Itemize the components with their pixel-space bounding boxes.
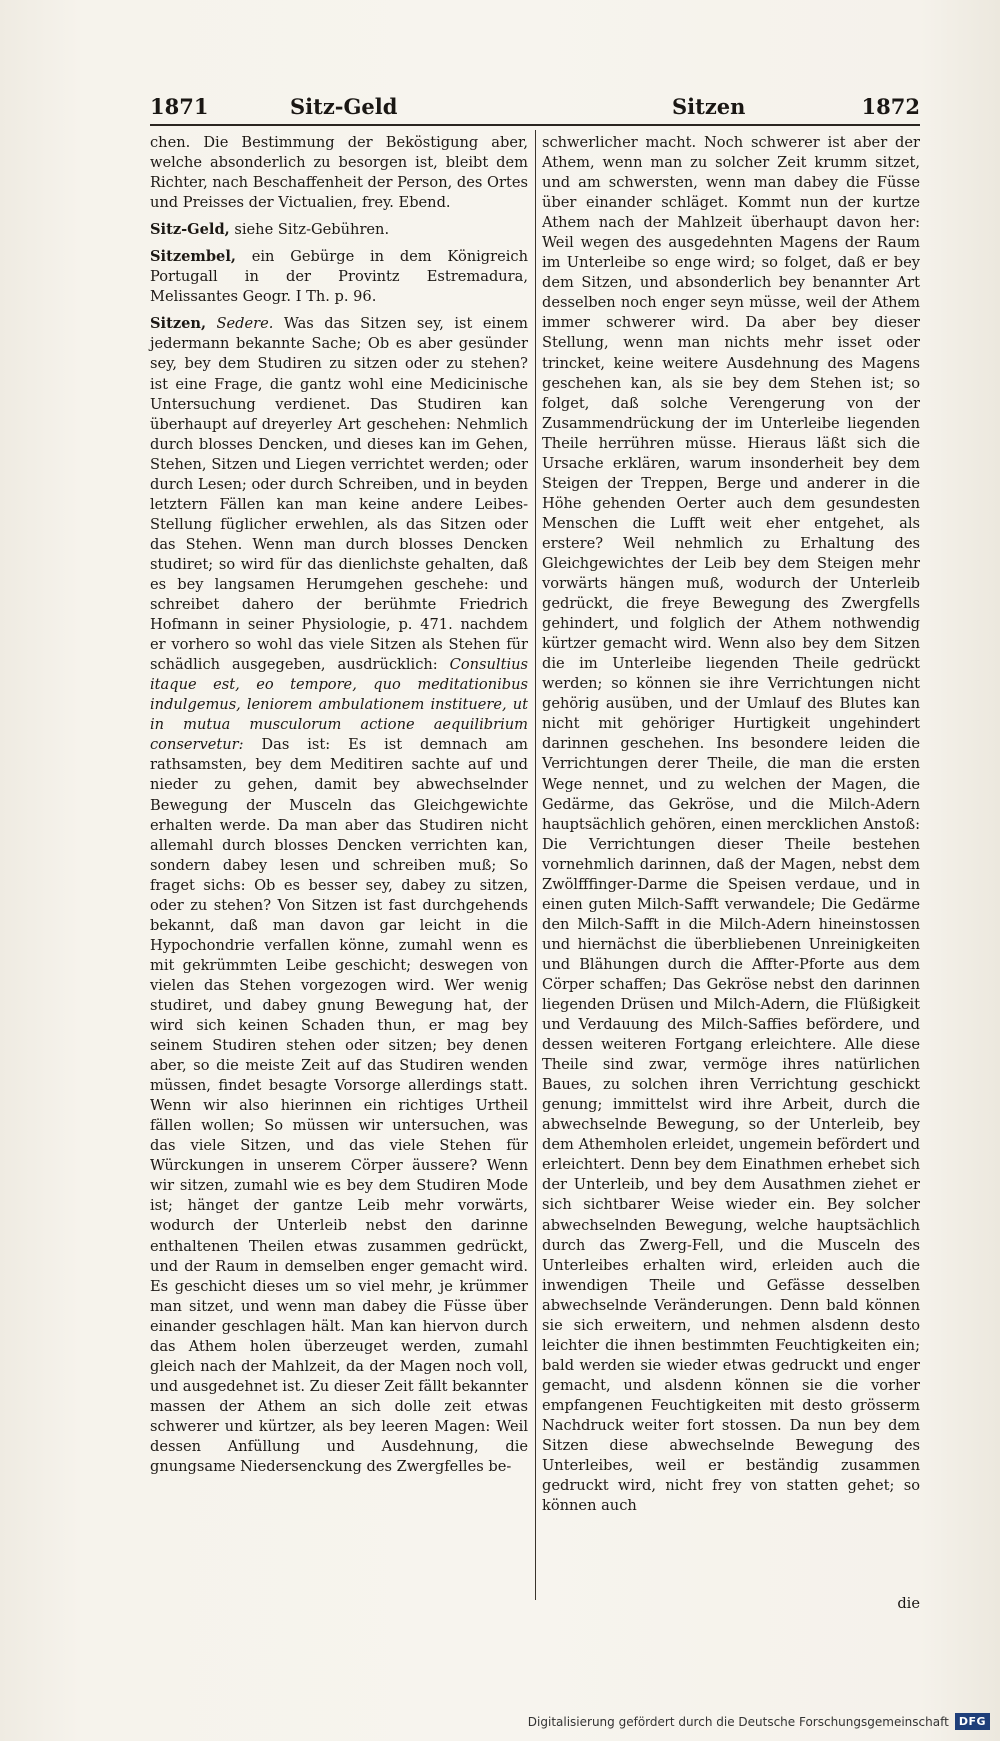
column-divider xyxy=(535,130,536,1600)
entry-text: Was das Sitzen sey, ist einem jedermann bekannte Sache; Ob es aber gesünder sey, bey dem Studiren zu sitzen oder zu stehen? ist eine Frage, die gantz wohl eine Medicinische Untersuchung verdienet. Das Studiren kan überhaupt auf dreyerley Art geschehen: Nehmlich durch blosses Dencken, und dieses kan im Gehen, Stehen, Sitzen und Liegen verrichtet werden; oder durch Lesen; oder durch Schreiben, und in beyden letztern Fällen kan man keine andere Leibes-Stellung füglicher erwehlen, als das Sitzen oder das Stehen. Wenn man durch blosses Dencken studiret; so wird für das dienlichste gehalten, daß es bey langsamen Herumgehen geschehe: und schreibet dahero der berühmte Friedrich Hofmann in seiner Physiologie, p. 471. nachdem er vorhero so wohl das viele Sitzen als Stehen für schädlich ausgegeben, ausdrücklich: xyxy=(150,315,528,674)
left-running-title: Sitz-Geld xyxy=(290,94,398,119)
entry-sitz-geld xyxy=(150,220,528,240)
catchword: die xyxy=(897,1595,920,1612)
right-column xyxy=(542,133,920,1516)
entry-sitzembel xyxy=(150,247,528,307)
latin-quotation: Consultius itaque est, eo tempore, quo meditationibus indulgemus, leniorem ambulationem instituere, ut in mutua musculorum actione aequilibrium conservetur: xyxy=(150,656,528,754)
entry-text-continued: Das ist: Es ist demnach am rathsamsten, bey dem Meditiren sachte auf und nieder zu gehen, damit bey abwechselnder Bewegung der Musceln das Gleichgewichte erhalten werde. Da man aber das Studiren nicht allemahl durch blosses Dencken verrichten kan, sondern dabey lesen und schreiben muß; So fraget sichs: Ob es besser sey, dabey zu sitzen, oder zu stehen? Von Sitzen ist fast durchgehends bekannt, daß man davon gar leicht in die Hypochondrie verfallen könne, zumahl wenn es mit gekrümmten Leibe geschicht; deswegen von vielen das Stehen vorgezogen wird. Wer wenig studiret, und dabey gnung Bewegung hat, der wird sich keinen Schaden thun, er mag bey seinem Studiren stehen oder sitzen; bey denen aber, so die meiste Zeit auf das Studiren wenden müssen, findet besagte Vorsorge allerdings statt. Wenn wir also hierinnen ein richtiges Urtheil fällen wollen; So müssen wir untersuchen, was das viele Sitzen, und das viele Stehen für Würckungen in unserem Cörper äussere? Wenn wir sitzen, zumahl wie es bey dem Studiren Mode ist; hänget der gantze Leib mehr vorwärts, wodurch der Unterleib nebst den darinne enthaltenen Theilen etwas zusammen gedrückt, und der Raum in demselben enger gemacht wird. Es geschicht dieses um so viel mehr, je krümmer man sitzet, und wenn man dabey die Füsse über einander geschlagen hält. Man kan hiervon durch das Athem holen überzeuget werden, zumahl gleich nach der Mahlzeit, da der Magen noch voll, und ausgedehnet ist. Zu dieser Zeit fällt bekannter massen der Athem an sich dolle zeit etwas schwerer und kürtzer, als bey leeren Magen: Weil dessen Anfüllung und Ausdehnung, die gnungsame Niedersenckung des Zwergfelles be- xyxy=(150,736,528,1476)
header-rule xyxy=(150,124,920,126)
left-page-number: 1871 xyxy=(150,94,209,119)
entry-sitzen xyxy=(150,314,528,1477)
digitization-footer xyxy=(528,1713,990,1730)
right-column-text: schwerlicher macht. Noch schwerer ist aber der Athem, wenn man zu solcher Zeit krumm sitzet, und am schwersten, wenn man dabey die Füsse über einander schläget. Kommt nun der kurtze Athem nach der Mahlzeit überhaupt davon her: Weil wegen des ausgedehnten Magens der Raum im Unterleibe so enge wird; so folget, daß er bey dem Sitzen, und absonderlich bey benannter Art desselben noch enger seyn müsse, weil der Athem immer schwerer wird. Da aber bey dieser Stellung, wenn man nichts mehr isset oder trincket, keine weitere Ausdehnung des Magens geschehen kan, als sie bey dem Stehen ist; so folget, daß solche Verengerung von der Zusammendrückung der im Unterleibe liegenden Theile herrühren müsse. Hieraus läßt sich die Ursache erklären, warum insonderheit bey dem Steigen der Treppen, Berge und anderer in die Höhe gehenden Oerter auch dem gesundesten Menschen die Lufft weit eher entgehet, als erstere? Weil nehmlich zu Erhaltung des Gleichgewichtes der Leib bey dem Steigen mehr vorwärts hängen muß, wodurch der Unterleib gedrückt, die freye Bewegung des Zwergfells gehindert, und folglich der Athem nothwendig kürtzer gemacht wird. Wenn also bey dem Sitzen die im Unterleibe liegenden Theile gedrückt werden; so können sie ihre Verrichtungen nicht gehörig ausüben, und der Umlauf des Blutes kan nicht mit gehöriger Hurtigkeit ungehindert darinnen geschehen. Ins besondere leiden die Verrichtungen derer Theile, die man die ersten Wege nennet, und zu welchen der Magen, die Gedärme, das Gekröse, und die Milch-Adern hauptsächlich gehören, einen mercklichen Anstoß: Die Verrichtungen dieser Theile bestehen vornehmlich darinnen, daß der Magen, nebst dem Zwölfffinger-Darme die Speisen verdaue, und in einen guten Milch-Safft verwandele; Die Gedärme den Milch-Safft in die Milch-Adern hineinstossen und hiernächst die überbliebenen Unreinigkeiten und Blähungen durch die Affter-Pforte aus dem Cörper schaffen; Das Gekröse nebst den darinnen liegenden Drüsen und Milch-Adern, die Flüßigkeit und Verdauung des Milch-Saffies befördere, und dessen weiteren Fortgang erleichtere. Alle diese Theile sind zwar, vermöge ihres natürlichen Baues, zu solchen ihren Verrichtung geschickt genung; immittelst wird ihre Arbeit, durch die abwechselnde Bewegung, so der Unterleib, bey dem Athemholen erleidet, ungemein befördert und erleichtert. Denn bey dem Einathmen erhebet sich der Unterleib, und bey dem Ausathmen ziehet er sich sichtbarer Weise wieder ein. Bey solcher abwechselnden Bewegung, welche hauptsächlich durch das Zwerg-Fell, und die Musceln des Unterleibes erhalten wird, erleiden auch die inwendigen Theile und Gefässe desselben abwechselnde Veränderungen. Denn bald können sie sich erweitern, und nehmen alsdenn desto leichter die ihnen bestimmten Feuchtigkeiten ein; bald werden sie wieder etwas gedruckt und enger gemacht, und alsdenn können sie die vorher empfangenen Feuchtigkeiten mit desto grösserm Nachdruck weiter fort stossen. Da nun bey dem Sitzen diese abwechselnde Bewegung des Unterleibes, weil er beständig zusammen gedruckt wird, nicht frey von statten gehet; so können auch xyxy=(542,134,920,1515)
page-header xyxy=(150,94,920,126)
footer-credit: Digitalisierung gefördert durch die Deutsche Forschungsgemeinschaft xyxy=(527,1714,949,1729)
left-column xyxy=(150,133,528,1477)
entry-text: ein Gebürge in dem Königreich Portugall in der Provintz Estremadura, Melissantes Geogr. I Th. p. 96. xyxy=(150,248,528,306)
entry-latin-headword: Sedere. xyxy=(206,315,274,333)
entry-headword: Sitzembel, xyxy=(150,248,236,266)
entry-headword: Sitz-Geld, xyxy=(150,221,230,239)
entry-headword: Sitzen, xyxy=(150,315,207,333)
entry-text: siehe Sitz-Gebühren. xyxy=(229,221,390,239)
right-running-title: Sitzen xyxy=(672,94,746,119)
right-page-number: 1872 xyxy=(861,94,920,119)
continuation-paragraph: chen. Die Bestimmung der Beköstigung aber, welche absonderlich zu besorgen ist, bleibt dem Richter, nach Beschaffenheit der Person, des Ortes und Preisses der Victualien, frey. Ebend. xyxy=(150,134,528,212)
dfg-logo: DFG xyxy=(955,1713,990,1730)
